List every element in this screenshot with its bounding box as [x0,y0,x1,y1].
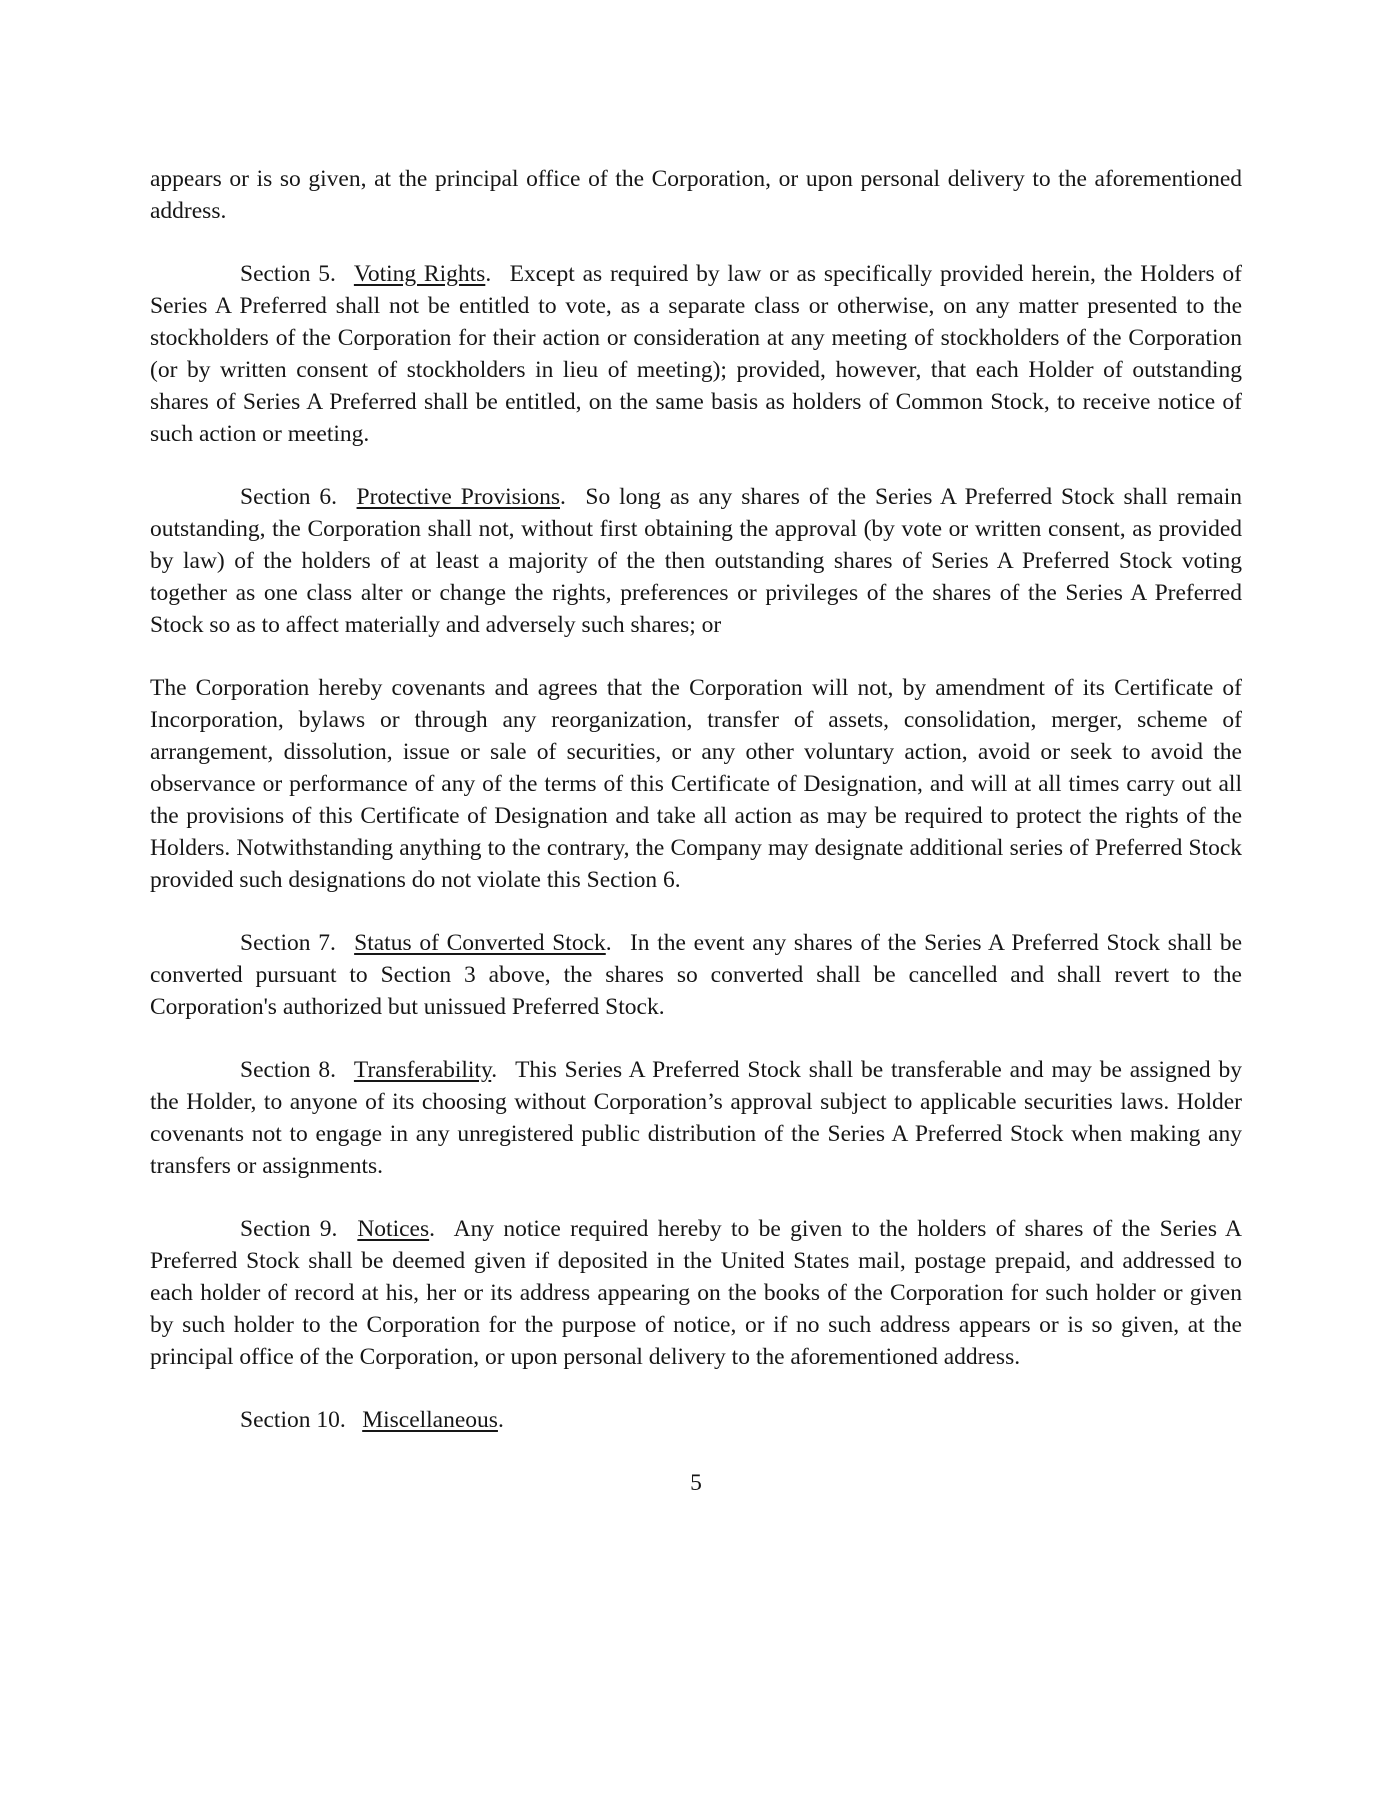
section-8-period: . [491,1057,498,1083]
paragraph-continuation [150,163,1242,227]
section-9-paragraph [150,1213,1242,1373]
section-8-body: This Series A Preferred Stock shall be transferable and may be assigned by the Holder, to anyone of its choosing without Corporation’s approval subject to applicable securities laws. Holder covenants not to engage in any unregistered public distribution of the Series A Preferred Stock when making any transfers or assignments. [150,1057,1242,1179]
continuation-text: appears or is so given, at the principal office of the Corporation, or upon personal delivery to the aforementioned address. [150,166,1242,224]
section-6-period: . [560,484,566,510]
section-10-label: Section 10. [240,1407,346,1433]
section-6-heading: Protective Provisions [356,484,560,510]
section-10-period: . [497,1407,504,1433]
covenant-paragraph [150,672,1242,896]
section-10-paragraph [150,1404,1242,1436]
section-8-heading: Transferability [353,1057,492,1083]
section-8-label: Section 8. [240,1057,336,1083]
section-9-label: Section 9. [240,1216,338,1242]
section-7-heading: Status of Converted Stock [354,930,606,956]
covenant-text: The Corporation hereby covenants and agrees that the Corporation will not, by amendment of its Certificate of Incorporation, bylaws or through any reorganization, transfer of assets, consolidation, merger, scheme of arrangement, dissolution, issue or sale of securities, or any other voluntary action, avoid or seek to avoid the observance or performance of any of the terms of this Certificate of Designation, and will at all times carry out all the provisions of this Certificate of Designation and take all action as may be required to protect the rights of the Holders. Notwithstanding anything to the contrary, the Company may designate additional series of Preferred Stock provided such designations do not violate this Section 6. [150,675,1242,893]
section-5-heading: Voting Rights [353,261,486,287]
section-6-label: Section 6. [240,484,338,510]
section-9-body: Any notice required hereby to be given to the holders of shares of the Series A Preferred Stock shall be deemed given if deposited in the United States mail, postage prepaid, and addressed to each holder of record at his, her or its address appearing on the books of the Corporation for such holder or given by such holder to the Corporation for the purpose of notice, or if no such address appears or is so given, at the principal office of the Corporation, or upon personal delivery to the aforementioned address. [150,1216,1242,1370]
section-7-period: . [605,930,612,956]
section-9-heading: Notices [357,1216,430,1242]
section-10-heading: Miscellaneous [362,1407,498,1433]
section-5-body: Except as required by law or as specifically provided herein, the Holders of Series A Preferred shall not be entitled to vote, as a separate class or otherwise, on any matter presented to the stockholders of the Corporation for their action or consideration at any meeting of stockholders of the Corporation (or by written consent of stockholders in lieu of meeting); provided, however, that each Holder of outstanding shares of Series A Preferred shall be entitled, on the same basis as holders of Common Stock, to receive notice of such action or meeting. [150,261,1242,447]
section-7-body: In the event any shares of the Series A Preferred Stock shall be converted pursuant to Section 3 above, the shares so converted shall be cancelled and shall revert to the Corporation's authorized but unissued Preferred Stock. [150,930,1243,1020]
section-7-paragraph [150,927,1242,1023]
section-6-paragraph [150,481,1242,641]
section-6-body: So long as any shares of the Series A Preferred Stock shall remain outstanding, the Corporation shall not, without first obtaining the approval (by vote or written consent, as provided by law) of the holders of at least a majority of the then outstanding shares of Series A Preferred Stock voting together as one class alter or change the rights, preferences or privileges of the shares of the Series A Preferred Stock so as to affect materially and adversely such shares; or [150,484,1243,638]
section-9-period: . [429,1216,435,1242]
section-5-paragraph [150,258,1242,450]
page-number: 5 [690,1470,702,1496]
section-7-label: Section 7. [240,930,336,956]
section-5-period: . [485,261,492,287]
section-8-paragraph [150,1054,1242,1182]
section-5-label: Section 5. [240,261,336,287]
